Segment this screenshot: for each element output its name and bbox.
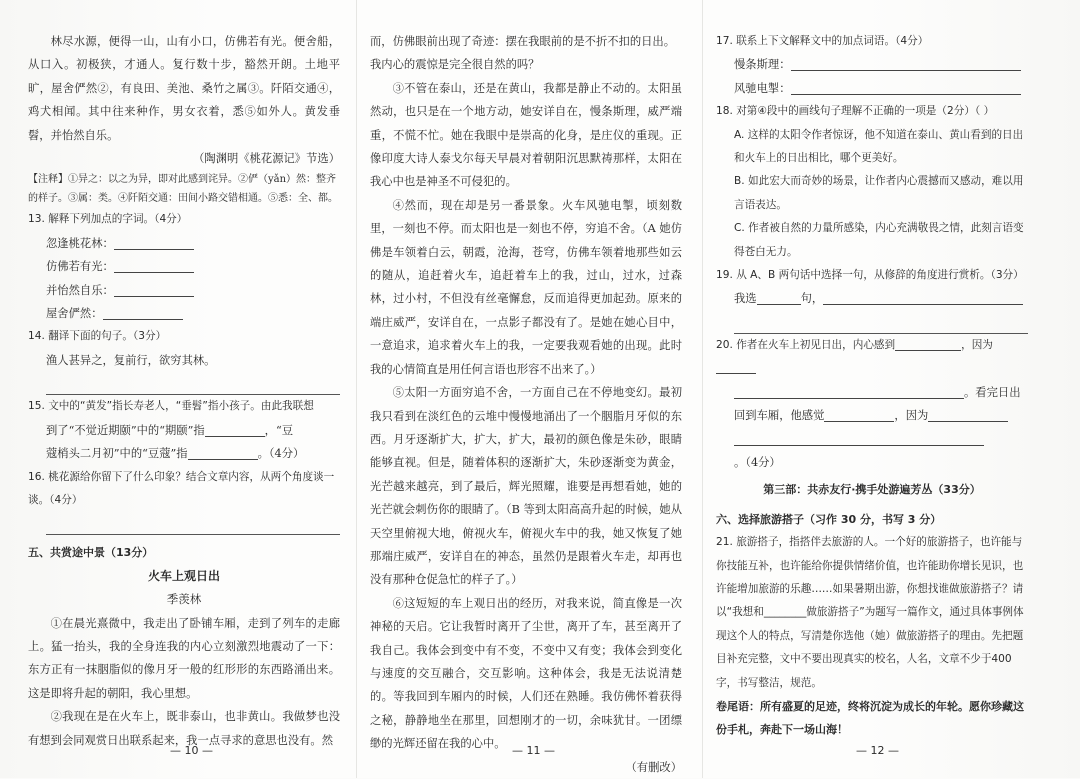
q13-item: 屋舍俨然： [28,302,340,325]
answer-blank[interactable] [716,359,756,374]
answer-blank[interactable] [791,56,1021,71]
question-17: 17. 联系上下文解释文中的加点词语。（4分） [716,35,929,47]
annotation-note: 【注释】①异之：以之为异，即对此感到诧异。②俨（yǎn）然：整齐的样子。③属：类。④阡陌交通：田间小路交错相通。⑤悉：全、都。 [28,174,338,205]
question-18: 18. 对第④段中的画线句子理解不正确的一项是（2分）（ ） [716,105,995,118]
q13-item: 仿佛若有光： [28,255,340,278]
q13-item: 忽逢桃花林： [28,232,340,255]
passage-author: 季羡林 [166,592,202,607]
section-6-heading: 六、选择旅游搭子（习作 30 分，书写 3 分） [716,512,942,526]
question-20-cont: 回到车厢，他感觉 ，因为 [716,404,1028,427]
answer-blank[interactable] [114,235,194,250]
q19-answer: 我选 句， [716,287,1028,310]
section-5-heading: 五、共赏途中景（13分） [28,546,154,560]
answer-blank[interactable] [205,422,265,437]
answer-blank[interactable] [103,305,183,320]
part-3-heading: 第三部：共赤友行·携手处游遍芳丛（33分） [763,483,981,497]
passage-paragraph: ⑤太阳一方面穷追不舍，一方面自己在不停地变幻。最初我只看到在淡红色的云堆中慢慢地涌出了一个胭脂月牙似的东西。月牙逐渐扩大，扩大，扩大，最初的颜色像是朱砂，眼睛能够直视。但是，随着体积的逐渐扩大，朱砂逐渐变为黄金，光芒越来越亮，到了最后，辉光照耀，谁要是再想看她，她的光芒就会刺伤你的眼睛了。（B 等到太阳高高升起的时候，她从天空里俯视大地，俯视火车，俯视火车中的我，她又恢复了她那端庄威严，安详自在的神态，虽然仍是跟着火车走，却再也没有那种仓促急忙的样子了。） [370,386,682,587]
page-gutter [702,0,703,778]
answer-blank[interactable] [791,80,1021,95]
passage-paragraph: 而，仿佛眼前出现了奇迹：摆在我眼前的是不折不扣的日出。我内心的震惊是完全很自然的吗？ [370,35,676,72]
question-13: 13. 解释下列加点的字词。（4分） [28,213,188,226]
passage-paragraph: ②我现在是在火车上，既非泰山，也非黄山。我做梦也没有想到会同观赏日出联系起来，我一点寻求的意思也没有。然 [28,710,340,747]
answer-blank[interactable] [114,258,194,273]
passage-paragraph: ③不管在泰山，还是在黄山，我都是静止不动的。太阳虽然动，也只是在一个地方动，她安详自在，慢条斯理，威严端重，不慌不忙。她在我眼中是崇高的化身，是庄仪的重现。正像印度大诗人泰戈尔每天早晨对着朝阳沉思默祷那样，太阳在我心中也是神圣不可侵犯的。 [370,81,682,189]
passage-paragraph: 林尽水源，便得一山，山有小口，仿佛若有光。便舍船，从口入。初极狭，才通人。复行数十步，豁然开朗。土地平旷，屋舍俨然②，有良田、美池、桑竹之属③。阡陌交通④，鸡犬相闻。其中往来种作，男女衣着，悉⑤如外人。黄发垂髫，并怡然自乐。 [28,35,340,142]
question-20: 20. 作者在火车上初见日出，内心感到 ，因为 [716,334,1028,381]
page-10 [28,30,340,752]
page-11 [370,30,682,779]
question-15-cont: 蔻梢头二月初”中的“豆蔻”指 。（4分） [46,447,305,461]
epilogue: 卷尾语：所有盛夏的足迹，终将沉淀为成长的年轮。愿你珍藏这份手札，奔赴下一场山海！ [716,699,1024,737]
answer-blank[interactable] [823,290,1023,305]
option-b: B. 如此宏大而奇妙的场景，让作者内心震撼而又感动，难以用言语表达。 [734,175,1024,211]
answer-blank[interactable] [824,407,894,422]
q14-sentence: 渔人甚异之，复前行，欲穷其林。 [46,353,216,367]
answer-blank[interactable] [895,336,961,351]
passage-paragraph: ④然而，现在却是另一番景象。火车风驰电掣，顷刻数里，一刻也不停。而太阳也是一刻也不停，穷追不舍。（A 她仿佛是车领着白云，朝霞，沧海，苍穹，仿佛车领着地那些如云的随从，追赶着火车，追赶着车上的我，过山，过水，过森林，过小村，不但没有丝毫懈怠，反而追得更加起劲。原来的端庄威严，安详自在，一点影子都没有了。是她在她心目中，一意追求，追求着火车上的我，一定要我观看她的出现。此时我的心情简直是用任何言语也形容不出来了。） [370,198,682,376]
question-15-cont: 到了“不觉近期颐”中的“期颐”指 ，“豆 [46,423,294,437]
page-number: — 12 — [856,744,899,757]
passage-source: （有删改） [625,760,682,774]
option-c: C. 作者被自然的力量所感染，内心充满敬畏之情，此刻言语变得苍白无力。 [734,222,1024,258]
option-a: A. 这样的太阳令作者惊讶，他不知道在泰山、黄山看到的日出和火车上的日出相比，哪个更美好。 [734,128,1024,165]
passage-paragraph: ①在晨光熹微中，我走出了卧铺车厢，走到了列车的走廊上。猛一抬头，我的全身连我的内心立刻激烈地震动了一下：东方正有一抹胭脂似的像月牙一般的红形形的东西路涌出来。这是即将升起的朝阳，我心里想。 [28,616,340,700]
q17-item: 慢条斯理： [716,53,1028,76]
page-number: — 11 — [512,744,555,757]
question-21: 21. 旅游搭子，指搭伴去旅游的人。一个好的旅游搭子，也许能与你技能互补，也许能给你提供情绪价值，也许能助你增长见识，也许能增加旅游的乐趣……如果暑期出游，你想找谁做旅游搭子？请以“我想和________做旅游搭子”为题写一篇作文，通过具体事例体现这个人的特点，写清楚你选他（她）做旅游搭子的理由。先把题目补充完整，文中不要出现真实的校名，人名，文章不少于400字，书写整洁，规范。 [716,536,1024,689]
answer-blank[interactable] [757,290,801,305]
question-16: 16. 桃花源给你留下了什么印象？结合文章内容，从两个角度谈一谈。（4分） [28,470,335,506]
page-number: — 10 — [170,744,213,757]
q17-item: 风驰电掣： [716,77,1028,100]
answer-blank[interactable] [734,384,964,399]
page-12 [716,30,1028,742]
answer-line[interactable] [46,372,340,395]
question-19: 19. 从 A、B 两句话中选择一句，从修辞的角度进行赏析。（3分） [716,269,1024,282]
page-gutter [356,0,357,778]
answer-blank[interactable] [734,431,984,446]
answer-blank[interactable] [188,445,258,460]
passage-title: 火车上观日出 [147,568,220,583]
passage-source: （陶渊明《桃花源记》节选） [193,152,340,166]
answer-line[interactable] [734,311,1028,334]
question-20-cont: 。（4分） [716,428,1028,475]
answer-line[interactable] [46,512,340,535]
question-14: 14. 翻译下面的句子。（3分） [28,330,167,343]
answer-blank[interactable] [928,407,1008,422]
passage-paragraph: ⑥这短短的车上观日出的经历，对我来说，简直像是一次神秘的天启。它让我暂时离开了尘世，离开了车，甚至离开了我自己。我体会到变中有不变，不变中又有变；我体会到变化与速度的交互融合，交互影响。这种体会，我是无法说清楚的。等我回到车厢内的时候，人们还在熟睡。我仿佛怀着获得之秘，静静地坐在那里，回想刚才的一切，余味犹甘。一团缥缈的光辉还留在我的心中。 [370,596,682,751]
question-15: 15. 文中的“黄发”指长寿老人，“垂髫”指小孩子。由此我联想 [28,400,314,413]
question-20-cont: 。看完日出 [716,381,1028,404]
answer-blank[interactable] [114,282,194,297]
q13-item: 并怡然自乐： [28,279,340,302]
